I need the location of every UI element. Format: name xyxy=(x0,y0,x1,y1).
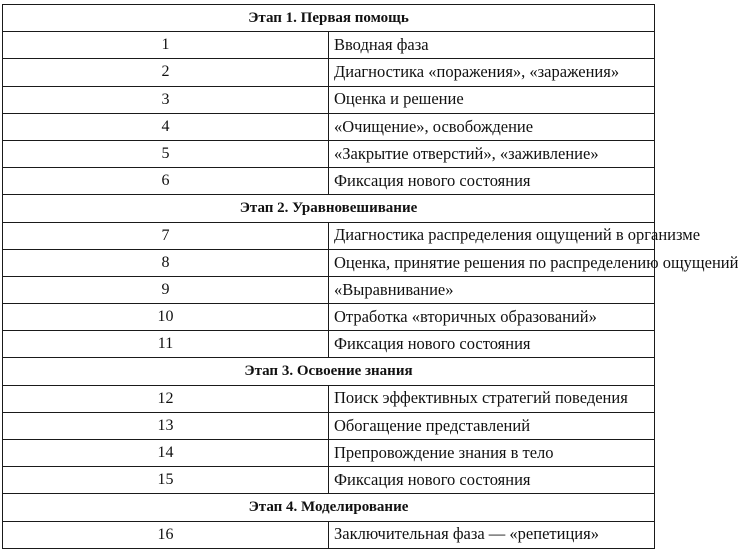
stage-title: Этап 1. Первая помощь xyxy=(3,5,655,32)
step-text: Заключительная фаза — «репетиция» xyxy=(329,521,655,548)
stage-title: Этап 4. Моделирование xyxy=(3,494,655,521)
step-text: Фиксация нового состояния xyxy=(329,331,655,358)
step-number: 15 xyxy=(3,467,329,494)
stage-title: Этап 3. Освоение знания xyxy=(3,358,655,385)
step-text: Оценка и решение xyxy=(329,86,655,113)
step-number: 5 xyxy=(3,140,329,167)
stage-header-row xyxy=(3,195,655,222)
step-text: Поиск эффективных стратегий поведения xyxy=(329,385,655,412)
step-number: 10 xyxy=(3,304,329,331)
step-number: 13 xyxy=(3,412,329,439)
step-row xyxy=(3,113,655,140)
stage-header-row xyxy=(3,5,655,32)
step-text: «Закрытие отверстий», «заживление» xyxy=(329,140,655,167)
stages-table xyxy=(2,4,738,549)
step-text: Оценка, принятие решения по распределению ощущений xyxy=(329,249,655,276)
stage-header-row xyxy=(3,494,655,521)
step-row xyxy=(3,249,655,276)
step-text: Обогащение представлений xyxy=(329,412,655,439)
step-number: 4 xyxy=(3,113,329,140)
step-number: 8 xyxy=(3,249,329,276)
step-row xyxy=(3,440,655,467)
step-text: Фиксация нового состояния xyxy=(329,467,655,494)
step-row xyxy=(3,140,655,167)
step-number: 14 xyxy=(3,440,329,467)
step-text: Отработка «вторичных образований» xyxy=(329,304,655,331)
step-number: 2 xyxy=(3,59,329,86)
step-number: 12 xyxy=(3,385,329,412)
step-text: «Очищение», освобождение xyxy=(329,113,655,140)
step-row xyxy=(3,276,655,303)
step-number: 16 xyxy=(3,521,329,548)
step-text: Диагностика распределения ощущений в организме xyxy=(329,222,655,249)
step-row xyxy=(3,412,655,439)
step-row xyxy=(3,331,655,358)
step-row xyxy=(3,467,655,494)
step-number: 7 xyxy=(3,222,329,249)
step-number: 11 xyxy=(3,331,329,358)
step-text: Диагностика «поражения», «заражения» xyxy=(329,59,655,86)
step-number: 1 xyxy=(3,32,329,59)
step-text: «Выравнивание» xyxy=(329,276,655,303)
step-row xyxy=(3,385,655,412)
stage-title: Этап 2. Уравновешивание xyxy=(3,195,655,222)
step-text: Фиксация нового состояния xyxy=(329,168,655,195)
step-text: Препровождение знания в тело xyxy=(329,440,655,467)
stage-header-row xyxy=(3,358,655,385)
step-number: 6 xyxy=(3,168,329,195)
step-row xyxy=(3,86,655,113)
step-row xyxy=(3,304,655,331)
step-number: 9 xyxy=(3,276,329,303)
step-number: 3 xyxy=(3,86,329,113)
step-text: Вводная фаза xyxy=(329,32,655,59)
step-row xyxy=(3,222,655,249)
step-row xyxy=(3,59,655,86)
step-row xyxy=(3,521,655,548)
step-row xyxy=(3,32,655,59)
step-row xyxy=(3,168,655,195)
